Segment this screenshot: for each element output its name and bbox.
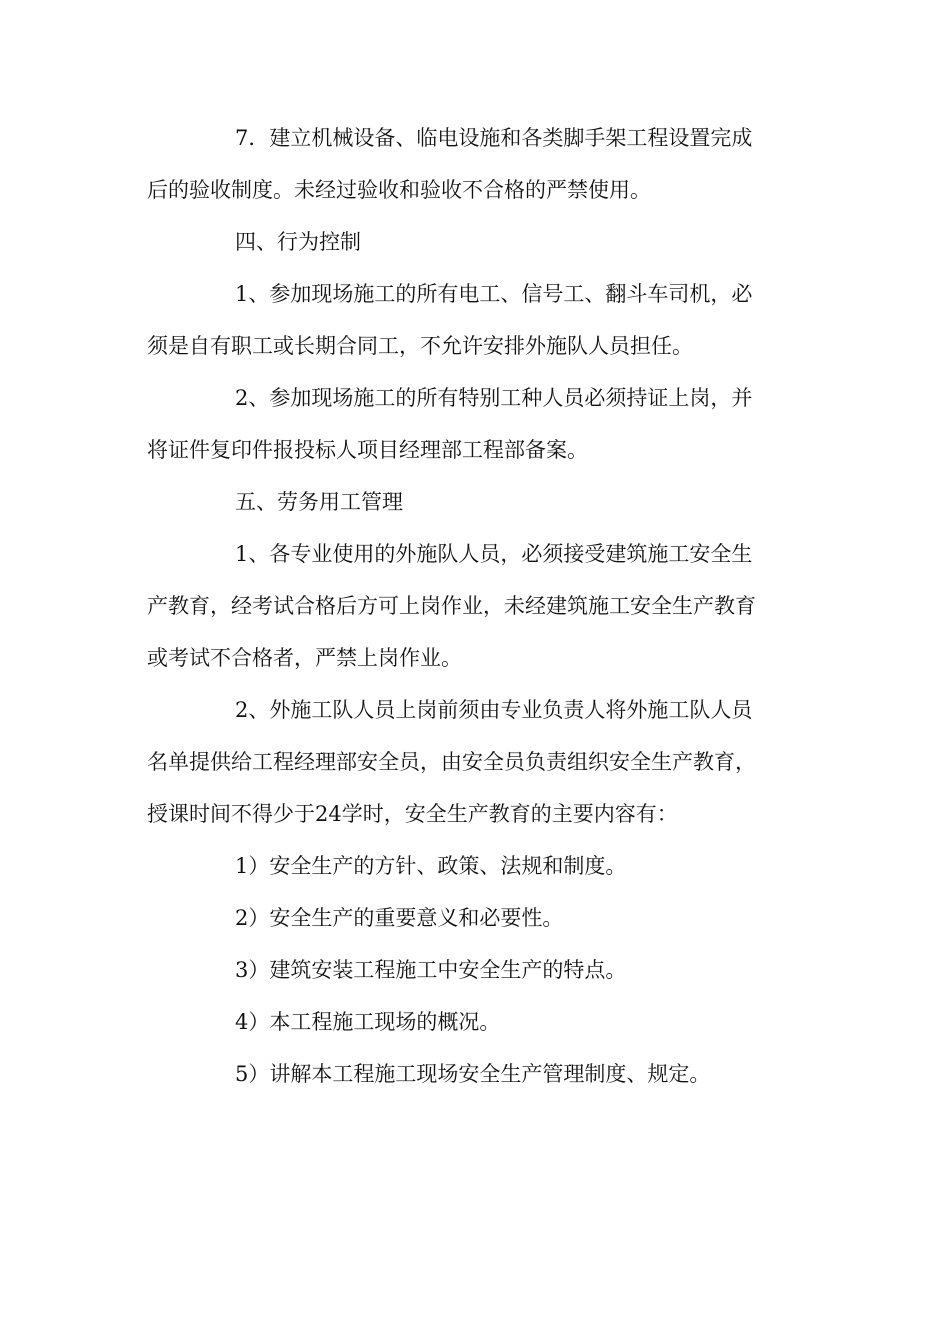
paragraph-line: 2、外施工队人员上岗前须由专业负责人将外施工队人员 [235,698,753,722]
paragraph-line: 名单提供给工程经理部安全员，由安全员负责组织安全生产教育， [147,750,756,774]
paragraph-line: 7．建立机械设备、临电设施和各类脚手架工程设置完成 [235,126,753,150]
paragraph-line: 须是自有职工或长期合同工，不允许安排外施队人员担任。 [147,334,693,358]
paragraph-line: 2、参加现场施工的所有特别工种人员必须持证上岗，并 [235,386,753,410]
paragraph-line: 将证件复印件报投标人项目经理部工程部备案。 [147,438,588,462]
paragraph-line: 产教育，经考试合格后方可上岗作业，未经建筑施工安全生产教育 [147,594,756,618]
paragraph-line: 1、参加现场施工的所有电工、信号工、翻斗车司机，必 [235,282,753,306]
paragraph-line: 后的验收制度。未经过验收和验收不合格的严禁使用。 [147,178,651,202]
list-item: 5）讲解本工程施工现场安全生产管理制度、规定。 [235,1062,711,1086]
section-heading: 五、劳务用工管理 [235,490,403,514]
document-body [147,112,797,1100]
section-heading: 四、行为控制 [235,230,361,254]
list-item: 2）安全生产的重要意义和必要性。 [235,906,564,930]
list-item: 3）建筑安装工程施工中安全生产的特点。 [235,958,627,982]
paragraph-line: 授课时间不得少于24学时，安全生产教育的主要内容有： [147,802,678,826]
paragraph-line: 1、各专业使用的外施队人员，必须接受建筑施工安全生 [235,542,753,566]
list-item: 1）安全生产的方针、政策、法规和制度。 [235,854,627,878]
paragraph-line: 或考试不合格者，严禁上岗作业。 [147,646,462,670]
list-item: 4）本工程施工现场的概况。 [235,1010,501,1034]
